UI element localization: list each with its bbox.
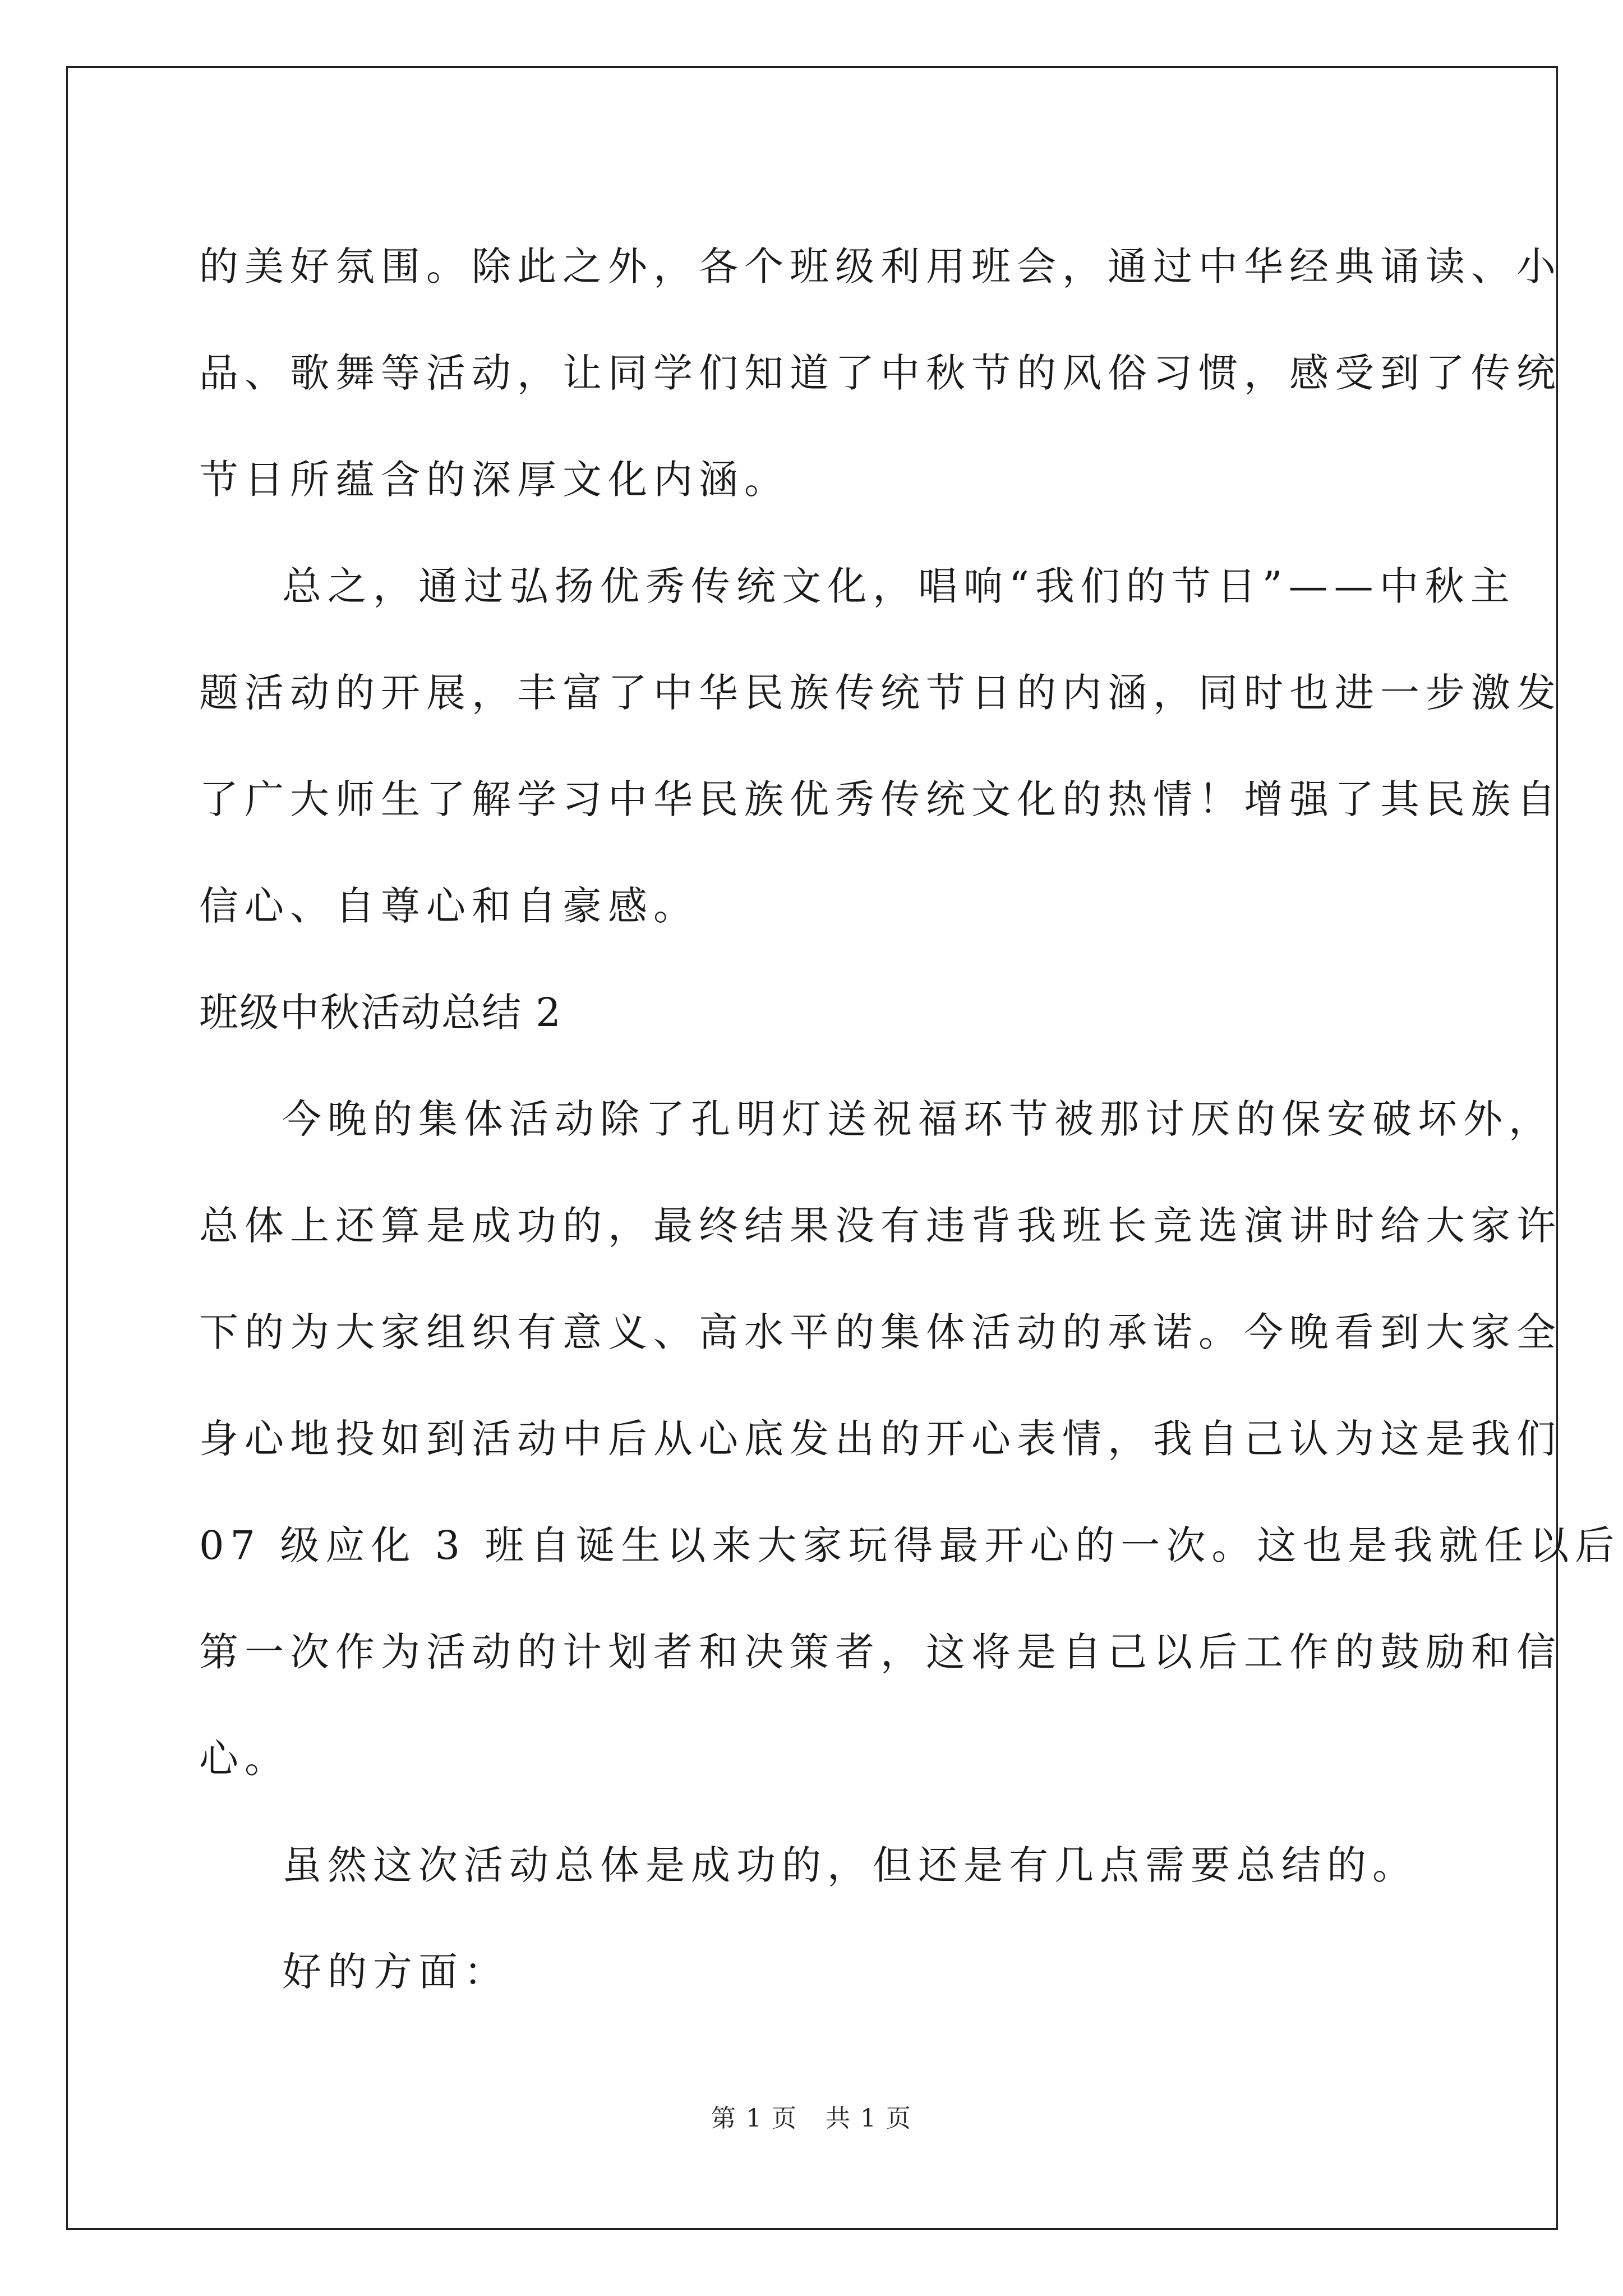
text-line: 班级中秋活动总结 2	[199, 990, 562, 1036]
text-line: 07 级应化 3 班自诞生以来大家玩得最开心的一次。这也是我就任以后	[199, 1522, 1621, 1568]
text-line: 身心地投如到活动中后从心底发出的开心表情，我自己认为这是我们	[199, 1416, 1562, 1462]
text-line: 的美好氛围。除此之外，各个班级利用班会，通过中华经典诵读、小	[199, 243, 1562, 289]
section-heading	[199, 959, 1433, 1066]
text-line: 题活动的开展，丰富了中华民族传统节日的内涵，同时也进一步激发	[199, 670, 1562, 716]
page-number: 第 1 页	[711, 2104, 797, 2133]
text-line: 心。	[199, 1736, 290, 1782]
paragraph	[199, 213, 1562, 533]
text-line: 第一次作为活动的计划者和决策者，这将是自己以后工作的鼓励和信	[199, 1629, 1562, 1675]
text-line: 虽然这次活动总体是成功的，但还是有几点需要总结的。	[282, 1842, 1418, 1888]
paragraph	[199, 1066, 1621, 1812]
text-line: 信心、自尊心和自豪感。	[199, 883, 699, 929]
text-line: 了广大师生了解学习中华民族优秀传统文化的热情！增强了其民族自	[199, 776, 1562, 822]
paragraph	[199, 1918, 1433, 2025]
text-line: 今晚的集体活动除了孔明灯送祝福环节被那讨厌的保安破坏外，	[282, 1096, 1554, 1142]
text-line: 好的方面：	[282, 1949, 509, 1995]
document-body	[199, 213, 1621, 2025]
page-footer	[0, 2098, 1623, 2134]
paragraph	[199, 1812, 1433, 1918]
text-line: 品、歌舞等活动，让同学们知道了中秋节的风俗习惯，感受到了传统	[199, 350, 1562, 396]
text-line: 下的为大家组织有意义、高水平的集体活动的承诺。今晚看到大家全	[199, 1309, 1562, 1355]
paragraph	[199, 533, 1562, 959]
page-total: 共 1 页	[826, 2104, 912, 2133]
text-line: 节日所蕴含的深厚文化内涵。	[199, 457, 790, 503]
text-line: 总体上还算是成功的，最终结果没有违背我班长竞选演讲时给大家许	[199, 1203, 1562, 1249]
text-line: 总之，通过弘扬优秀传统文化，唱响“我们的节日”——中秋主	[282, 563, 1516, 609]
